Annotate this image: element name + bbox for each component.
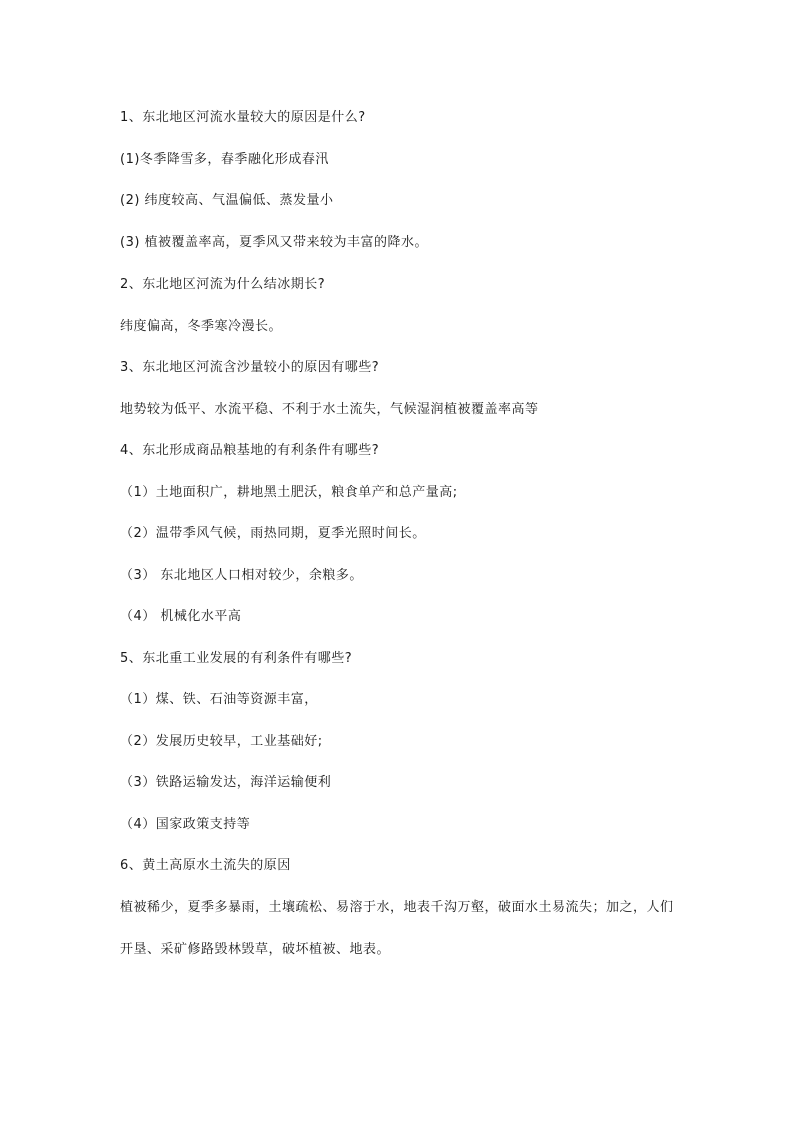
question-4-heading: 4、东北形成商品粮基地的有利条件有哪些? — [120, 443, 380, 458]
answer-6-paragraph: 植被稀少，夏季多暴雨，土壤疏松、易溶于水，地表千沟万壑，破面水土易流失；加之，人们开垦、采矿修路毁林毁草，破坏植被、地表。 — [120, 900, 674, 957]
answer-5-item-3: （3）铁路运输发达，海洋运输便利 — [120, 775, 332, 790]
answer-1-item-1: (1)冬季降雪多，春季融化形成春汛 — [120, 152, 329, 167]
answer-4-item-4: （4） 机械化水平高 — [120, 609, 242, 624]
answer-1-item-2: (2) 纬度较高、气温偏低、蒸发量小 — [120, 193, 334, 208]
question-6-heading: 6、黄土高原水土流失的原因 — [120, 858, 291, 873]
answer-2: 纬度偏高，冬季寒冷漫长。 — [120, 319, 283, 334]
question-1-heading: 1、东北地区河流水量较大的原因是什么? — [120, 110, 366, 125]
question-5-heading: 5、东北重工业发展的有利条件有哪些? — [120, 651, 353, 666]
answer-5-item-2: （2）发展历史较早，工业基础好; — [120, 734, 323, 749]
answer-3: 地势较为低平、水流平稳、不利于水土流失，气候湿润植被覆盖率高等 — [120, 402, 539, 417]
answer-5-item-1: （1）煤、铁、石油等资源丰富， — [120, 692, 318, 707]
question-3-heading: 3、东北地区河流含沙量较小的原因有哪些? — [120, 360, 380, 375]
answer-4-item-2: （2）温带季风气候，雨热同期，夏季光照时间长。 — [120, 526, 426, 541]
answer-5-item-4: （4）国家政策支持等 — [120, 817, 251, 832]
question-2-heading: 2、东北地区河流为什么结冰期长? — [120, 277, 326, 292]
answer-1-item-3: (3) 植被覆盖率高，夏季风又带来较为丰富的降水。 — [120, 235, 429, 250]
answer-4-item-3: （3） 东北地区人口相对较少，余粮多。 — [120, 568, 363, 583]
answer-4-item-1: （1）土地面积广，耕地黑土肥沃，粮食单产和总产量高; — [120, 485, 458, 500]
